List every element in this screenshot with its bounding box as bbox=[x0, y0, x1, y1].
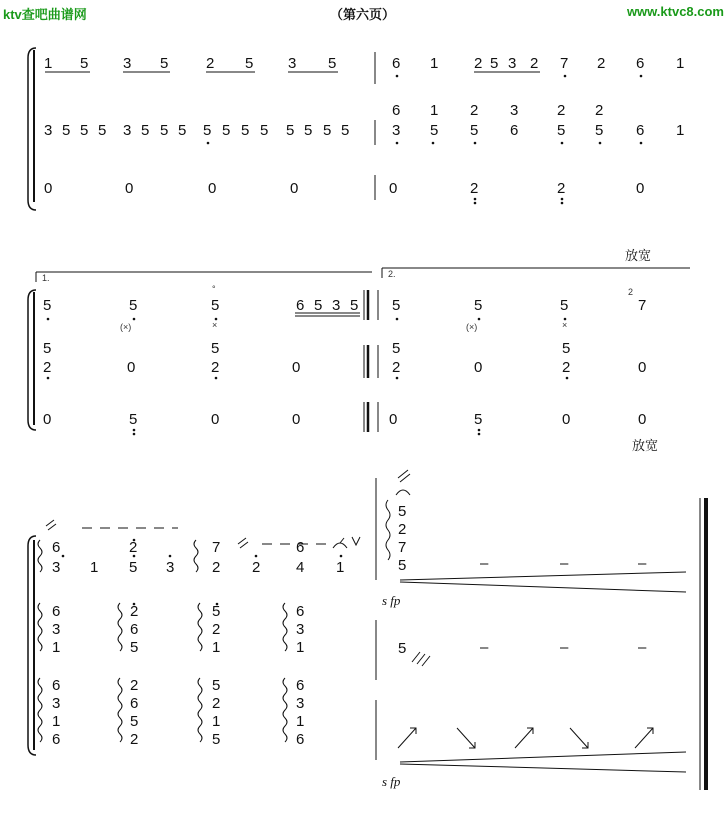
s1-note: 5 bbox=[178, 122, 187, 139]
s1-note: 2 bbox=[206, 55, 215, 72]
s3-note: 3 bbox=[52, 621, 61, 638]
s3-note: 1 bbox=[296, 713, 305, 730]
s1-note: 5 bbox=[80, 122, 89, 139]
s2-note: 5 bbox=[562, 340, 571, 357]
s1-note: 3 bbox=[123, 55, 132, 72]
s2-note: 5 bbox=[560, 297, 569, 314]
tempo-marking: 放宽 bbox=[632, 439, 659, 454]
s1-note: 5 bbox=[490, 55, 499, 72]
s3-note: 6 bbox=[130, 695, 139, 712]
s3-note: 1 bbox=[212, 713, 221, 730]
s1-note: 5 bbox=[98, 122, 107, 139]
s3-note: 3 bbox=[166, 559, 175, 576]
s3-note: 7 bbox=[212, 539, 221, 556]
technique-mark: (×) bbox=[466, 322, 478, 332]
s2-note: 0 bbox=[292, 359, 301, 376]
s2-note: 6 bbox=[296, 297, 305, 314]
s1-note: 1 bbox=[676, 122, 685, 139]
s1-note: 3 bbox=[123, 122, 132, 139]
s2-note: 0 bbox=[562, 411, 571, 428]
s2-note: 2 bbox=[392, 359, 401, 376]
s1-note: 2 bbox=[470, 180, 479, 197]
s1-note: 2 bbox=[595, 102, 604, 119]
s1-note: 6 bbox=[392, 55, 401, 72]
s3-note: 1 bbox=[90, 559, 99, 576]
s3-note: 5 bbox=[212, 731, 221, 748]
s1-note: 2 bbox=[530, 55, 539, 72]
s3-note: 1 bbox=[336, 559, 345, 576]
s3-note: 6 bbox=[130, 621, 139, 638]
s2-note: 7 bbox=[638, 297, 647, 314]
s1-note: 1 bbox=[676, 55, 685, 72]
s1-note: 2 bbox=[597, 55, 606, 72]
s1-note: 1 bbox=[44, 55, 53, 72]
s1-note: 5 bbox=[595, 122, 604, 139]
s3-note: 6 bbox=[52, 731, 61, 748]
s2-note: 0 bbox=[474, 359, 483, 376]
s2-note: 2 bbox=[43, 359, 52, 376]
s3-note: 5 bbox=[212, 677, 221, 694]
s3-note: 6 bbox=[296, 677, 305, 694]
s3-note: 5 bbox=[398, 557, 407, 574]
volta-1: 1. bbox=[42, 273, 50, 283]
site-name-left[interactable]: ktv查吧曲谱网 bbox=[3, 7, 87, 22]
s3-note: 3 bbox=[296, 695, 305, 712]
s1-note: 5 bbox=[286, 122, 295, 139]
s3-note: 5 bbox=[129, 559, 138, 576]
system1-notes bbox=[44, 55, 684, 197]
s1-note: 2 bbox=[557, 102, 566, 119]
s2-note: 5 bbox=[211, 340, 220, 357]
technique-mark: (×) bbox=[120, 322, 132, 332]
s1-note: 7 bbox=[560, 55, 569, 72]
s1-note: 6 bbox=[510, 122, 519, 139]
s2-note: 5 bbox=[474, 297, 483, 314]
dash: – bbox=[560, 639, 569, 656]
dynamic-sfp: s fp bbox=[382, 774, 401, 789]
s2-note: 0 bbox=[389, 411, 398, 428]
s2-note: 0 bbox=[292, 411, 301, 428]
s3-note: 5 bbox=[212, 603, 221, 620]
s1-note: 5 bbox=[557, 122, 566, 139]
s1-note: 5 bbox=[245, 55, 254, 72]
s3-note: 2 bbox=[212, 559, 221, 576]
s3-note: 2 bbox=[212, 695, 221, 712]
s1-note: 0 bbox=[636, 180, 645, 197]
s2-note: 2 bbox=[562, 359, 571, 376]
s1-note: 2 bbox=[474, 55, 483, 72]
s2-note: 2 bbox=[211, 359, 220, 376]
grace-note: 2 bbox=[628, 287, 634, 297]
s3-note: 3 bbox=[296, 621, 305, 638]
system2-notes bbox=[42, 249, 658, 454]
s3-note: 5 bbox=[398, 640, 407, 657]
s3-note: 3 bbox=[52, 695, 61, 712]
s2-note: 5 bbox=[129, 297, 138, 314]
dash: – bbox=[638, 555, 647, 572]
s3-note: 5 bbox=[398, 503, 407, 520]
s1-note: 3 bbox=[510, 102, 519, 119]
s1-note: 0 bbox=[44, 180, 53, 197]
s2-note: 0 bbox=[211, 411, 220, 428]
s1-note: 5 bbox=[80, 55, 89, 72]
s1-note: 0 bbox=[125, 180, 134, 197]
s2-note: 3 bbox=[332, 297, 341, 314]
s3-note: 3 bbox=[52, 559, 61, 576]
s1-note: 0 bbox=[290, 180, 299, 197]
s2-note: 5 bbox=[211, 297, 220, 314]
s3-note: 6 bbox=[52, 603, 61, 620]
s3-note: 6 bbox=[296, 539, 305, 556]
s3-note: 4 bbox=[296, 559, 305, 576]
s1-note: 1 bbox=[430, 55, 439, 72]
s1-note: 5 bbox=[62, 122, 71, 139]
s2-note: 0 bbox=[638, 411, 647, 428]
s2-note: 5 bbox=[392, 297, 401, 314]
s1-note: 5 bbox=[203, 122, 212, 139]
s3-note: 2 bbox=[398, 521, 407, 538]
dash: – bbox=[480, 555, 489, 572]
s1-note: 0 bbox=[389, 180, 398, 197]
s2-note: 0 bbox=[127, 359, 136, 376]
s1-note: 1 bbox=[430, 102, 439, 119]
s2-note: 0 bbox=[43, 411, 52, 428]
s2-note: 5 bbox=[314, 297, 323, 314]
site-url-right[interactable]: www.ktvc8.com bbox=[626, 4, 724, 19]
s3-note: 6 bbox=[296, 603, 305, 620]
s3-note: 2 bbox=[212, 621, 221, 638]
s3-note: 2 bbox=[130, 731, 139, 748]
s1-note: 6 bbox=[636, 122, 645, 139]
octave-dots bbox=[47, 75, 643, 606]
s2-note: 5 bbox=[474, 411, 483, 428]
s1-note: 3 bbox=[508, 55, 517, 72]
s1-note: 6 bbox=[392, 102, 401, 119]
s3-note: 6 bbox=[296, 731, 305, 748]
s3-note: 7 bbox=[398, 539, 407, 556]
s3-note: 5 bbox=[130, 639, 139, 656]
s1-note: 5 bbox=[323, 122, 332, 139]
s1-note: 5 bbox=[160, 55, 169, 72]
s3-note: 1 bbox=[212, 639, 221, 656]
s1-note: 5 bbox=[470, 122, 479, 139]
harmonic-mark: ° bbox=[212, 284, 216, 294]
s1-note: 5 bbox=[141, 122, 150, 139]
s3-note: 1 bbox=[296, 639, 305, 656]
s1-note: 3 bbox=[44, 122, 53, 139]
s3-note: 2 bbox=[130, 677, 139, 694]
s1-note: 2 bbox=[470, 102, 479, 119]
s1-note: 2 bbox=[557, 180, 566, 197]
s3-note: 5 bbox=[130, 713, 139, 730]
volta-2: 2. bbox=[388, 269, 396, 279]
technique-mark: × bbox=[562, 320, 568, 330]
dash: – bbox=[560, 555, 569, 572]
page-label: （第六页） bbox=[330, 8, 396, 23]
system3-notes bbox=[52, 503, 647, 748]
technique-mark: × bbox=[212, 320, 218, 330]
s3-note: 2 bbox=[130, 603, 139, 620]
s3-note: 1 bbox=[52, 639, 61, 656]
s1-note: 3 bbox=[288, 55, 297, 72]
s3-note: 2 bbox=[252, 559, 261, 576]
dynamic-sfp: s fp bbox=[382, 593, 401, 608]
tempo-marking: 放宽 bbox=[625, 249, 652, 264]
dash: – bbox=[480, 639, 489, 656]
s3-note: 6 bbox=[52, 677, 61, 694]
s2-note: 5 bbox=[43, 297, 52, 314]
s3-note: 1 bbox=[52, 713, 61, 730]
s1-note: 5 bbox=[341, 122, 350, 139]
s2-note: 5 bbox=[350, 297, 359, 314]
s1-note: 5 bbox=[328, 55, 337, 72]
s2-note: 5 bbox=[129, 411, 138, 428]
s1-note: 5 bbox=[304, 122, 313, 139]
s1-note: 3 bbox=[392, 122, 401, 139]
s1-note: 5 bbox=[222, 122, 231, 139]
s1-note: 5 bbox=[430, 122, 439, 139]
s1-note: 5 bbox=[160, 122, 169, 139]
s1-note: 0 bbox=[208, 180, 217, 197]
s1-note: 6 bbox=[636, 55, 645, 72]
s3-note: 6 bbox=[52, 539, 61, 556]
dash: – bbox=[638, 639, 647, 656]
s2-note: 5 bbox=[392, 340, 401, 357]
s3-note: 2 bbox=[129, 539, 138, 556]
s1-note: 5 bbox=[260, 122, 269, 139]
s2-note: 0 bbox=[638, 359, 647, 376]
s1-note: 5 bbox=[241, 122, 250, 139]
s2-note: 5 bbox=[43, 340, 52, 357]
